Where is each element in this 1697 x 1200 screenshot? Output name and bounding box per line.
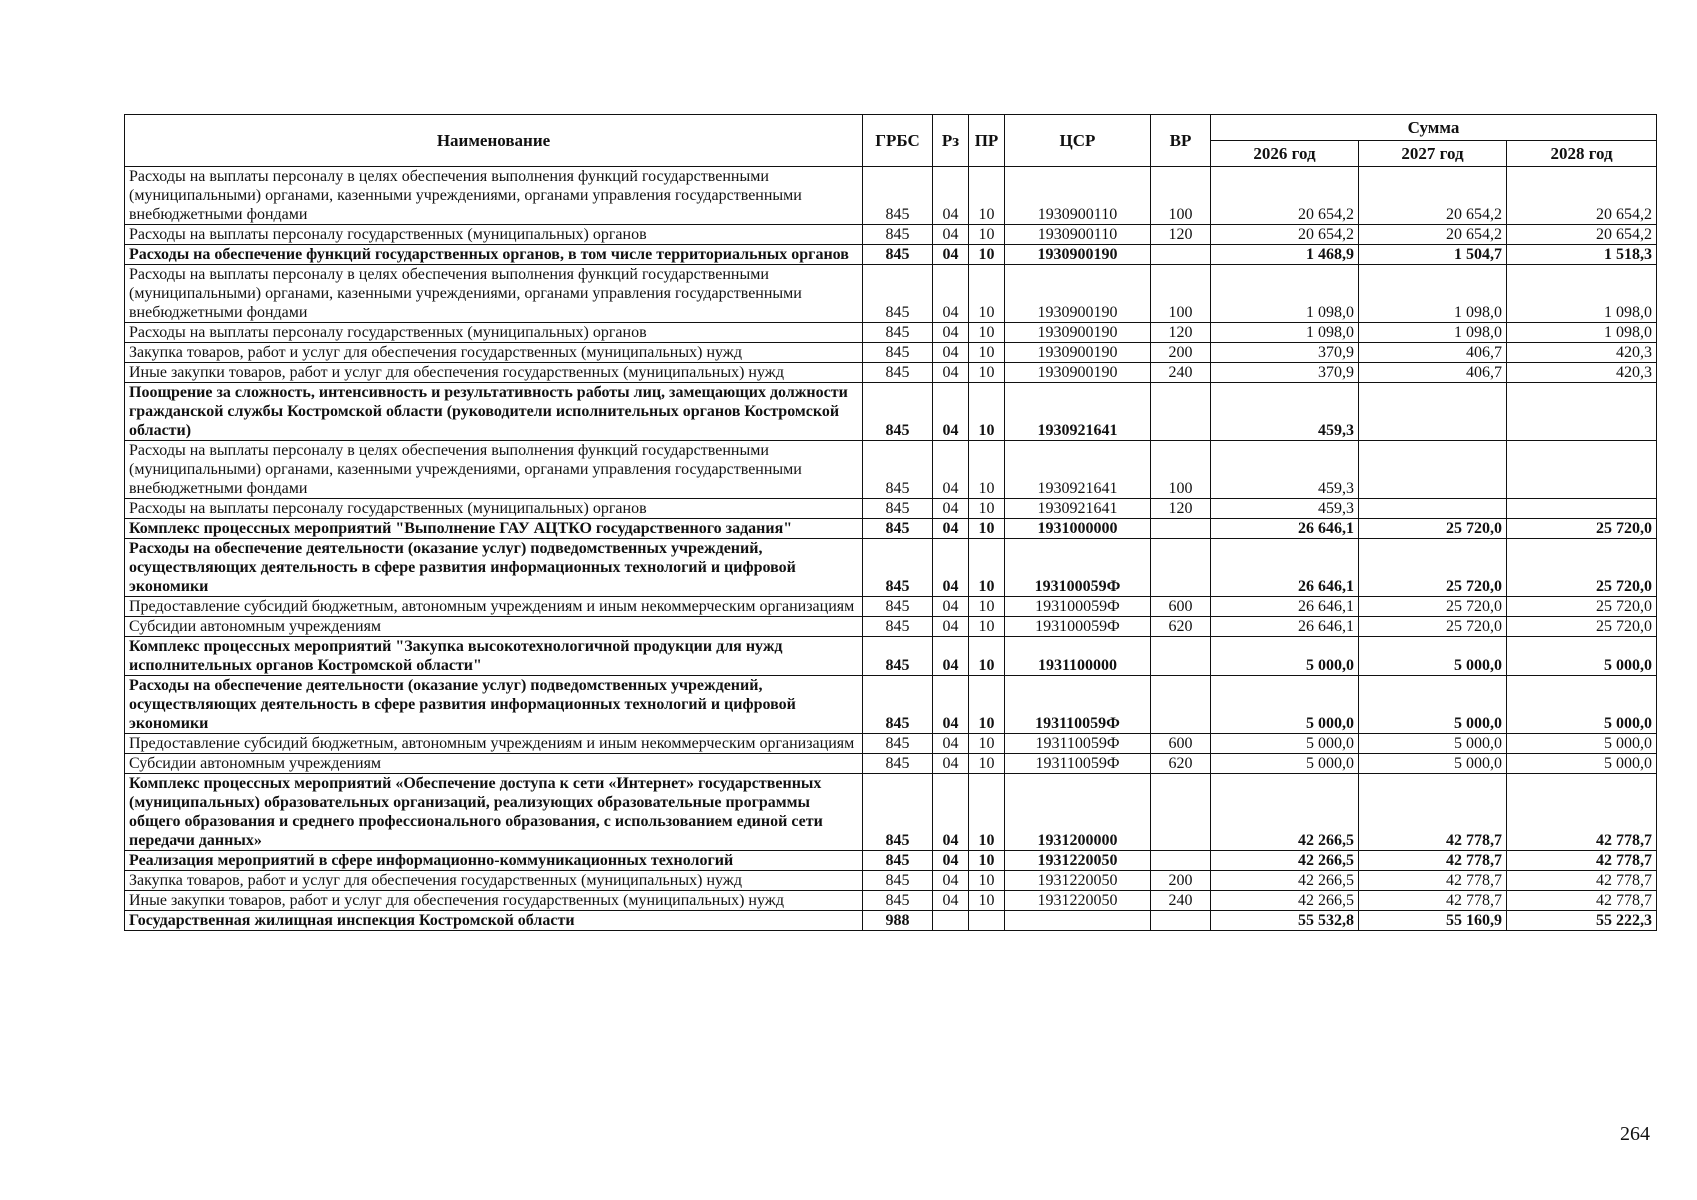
cell-vr: 200 [1151, 871, 1211, 891]
cell-sum-2027: 25 720,0 [1359, 617, 1507, 637]
cell-vr [1151, 851, 1211, 871]
header-pr: ПР [969, 115, 1005, 167]
cell-sum-2028: 420,3 [1507, 363, 1657, 383]
cell-pr: 10 [969, 499, 1005, 519]
table-row [125, 676, 1657, 734]
table-row [125, 774, 1657, 851]
cell-sum-2028: 1 098,0 [1507, 265, 1657, 323]
cell-sum-2027: 42 778,7 [1359, 871, 1507, 891]
cell-vr: 620 [1151, 754, 1211, 774]
cell-sum-2027: 42 778,7 [1359, 774, 1507, 851]
cell-rz: 04 [933, 774, 969, 851]
cell-vr [1151, 519, 1211, 539]
cell-csr: 1930921641 [1005, 383, 1151, 441]
cell-sum-2028: 25 720,0 [1507, 597, 1657, 617]
cell-rz: 04 [933, 891, 969, 911]
table-row [125, 637, 1657, 676]
cell-rz: 04 [933, 871, 969, 891]
cell-grbs: 845 [863, 539, 933, 597]
table-row [125, 441, 1657, 499]
cell-vr [1151, 676, 1211, 734]
cell-sum-2027: 42 778,7 [1359, 891, 1507, 911]
cell-sum-2027: 5 000,0 [1359, 734, 1507, 754]
cell-rz: 04 [933, 519, 969, 539]
cell-grbs: 845 [863, 499, 933, 519]
cell-grbs: 845 [863, 519, 933, 539]
cell-sum-2027: 406,7 [1359, 343, 1507, 363]
cell-name: Субсидии автономным учреждениям [125, 754, 863, 774]
cell-vr [1151, 245, 1211, 265]
table-row [125, 851, 1657, 871]
header-vr: ВР [1151, 115, 1211, 167]
cell-sum-2028 [1507, 383, 1657, 441]
cell-rz: 04 [933, 617, 969, 637]
cell-sum-2026: 26 646,1 [1211, 539, 1359, 597]
cell-sum-2028: 20 654,2 [1507, 167, 1657, 225]
cell-vr: 620 [1151, 617, 1211, 637]
cell-sum-2027 [1359, 441, 1507, 499]
cell-pr: 10 [969, 734, 1005, 754]
cell-vr: 200 [1151, 343, 1211, 363]
cell-pr: 10 [969, 891, 1005, 911]
cell-name: Закупка товаров, работ и услуг для обеспечения государственных (муниципальных) нужд [125, 343, 863, 363]
cell-sum-2027: 20 654,2 [1359, 167, 1507, 225]
table-row [125, 754, 1657, 774]
cell-grbs: 845 [863, 774, 933, 851]
cell-csr: 1931000000 [1005, 519, 1151, 539]
cell-sum-2027: 25 720,0 [1359, 539, 1507, 597]
cell-name: Комплекс процессных мероприятий «Обеспечение доступа к сети «Интернет» государственных (муниципальных) образовательных организаций, реализующих образовательные программы общего образования и среднего профессионального образования, с использованием единой сети передачи данных» [125, 774, 863, 851]
cell-sum-2028: 420,3 [1507, 343, 1657, 363]
cell-sum-2026: 20 654,2 [1211, 225, 1359, 245]
cell-name: Расходы на обеспечение деятельности (оказание услуг) подведомственных учреждений, осуществляющих деятельность в сфере развития информационных технологий и цифровой экономики [125, 539, 863, 597]
cell-vr [1151, 383, 1211, 441]
cell-vr: 120 [1151, 499, 1211, 519]
cell-pr: 10 [969, 774, 1005, 851]
page-number: 264 [1620, 1123, 1650, 1145]
cell-pr: 10 [969, 754, 1005, 774]
cell-grbs: 845 [863, 441, 933, 499]
cell-name: Иные закупки товаров, работ и услуг для обеспечения государственных (муниципальных) нужд [125, 363, 863, 383]
cell-sum-2028: 42 778,7 [1507, 774, 1657, 851]
cell-csr: 193100059Ф [1005, 597, 1151, 617]
table-row [125, 911, 1657, 931]
cell-grbs: 845 [863, 891, 933, 911]
cell-sum-2027: 5 000,0 [1359, 637, 1507, 676]
header-csr: ЦСР [1005, 115, 1151, 167]
cell-name: Расходы на обеспечение функций государственных органов, в том числе территориальных органов [125, 245, 863, 265]
header-sum: Сумма [1211, 115, 1657, 141]
cell-pr: 10 [969, 265, 1005, 323]
cell-sum-2027: 1 098,0 [1359, 265, 1507, 323]
cell-pr: 10 [969, 245, 1005, 265]
cell-grbs: 845 [863, 637, 933, 676]
table-row [125, 225, 1657, 245]
cell-sum-2026: 5 000,0 [1211, 676, 1359, 734]
cell-grbs: 845 [863, 754, 933, 774]
cell-sum-2026: 1 098,0 [1211, 265, 1359, 323]
cell-rz: 04 [933, 167, 969, 225]
cell-vr: 120 [1151, 323, 1211, 343]
cell-name: Иные закупки товаров, работ и услуг для обеспечения государственных (муниципальных) нужд [125, 891, 863, 911]
cell-rz: 04 [933, 539, 969, 597]
table-row [125, 323, 1657, 343]
cell-pr: 10 [969, 323, 1005, 343]
cell-sum-2027: 5 000,0 [1359, 754, 1507, 774]
cell-sum-2027: 406,7 [1359, 363, 1507, 383]
cell-name: Расходы на выплаты персоналу в целях обеспечения выполнения функций государственными (муниципальными) органами, казенными учреждениями, органами управления государственными внебюджетными фондами [125, 265, 863, 323]
table-row [125, 265, 1657, 323]
table-row [125, 734, 1657, 754]
cell-pr: 10 [969, 539, 1005, 597]
cell-grbs: 845 [863, 383, 933, 441]
cell-name: Реализация мероприятий в сфере информационно-коммуникационных технологий [125, 851, 863, 871]
cell-sum-2026: 5 000,0 [1211, 754, 1359, 774]
cell-rz: 04 [933, 363, 969, 383]
header-rz: Рз [933, 115, 969, 167]
cell-sum-2028: 1 098,0 [1507, 323, 1657, 343]
table-row [125, 539, 1657, 597]
cell-sum-2027: 25 720,0 [1359, 519, 1507, 539]
cell-grbs: 845 [863, 851, 933, 871]
cell-pr: 10 [969, 851, 1005, 871]
cell-csr: 1930900110 [1005, 167, 1151, 225]
cell-sum-2028: 25 720,0 [1507, 617, 1657, 637]
cell-csr: 1930900190 [1005, 265, 1151, 323]
cell-grbs: 845 [863, 225, 933, 245]
cell-grbs: 845 [863, 323, 933, 343]
cell-csr: 1930921641 [1005, 441, 1151, 499]
cell-rz: 04 [933, 499, 969, 519]
cell-rz: 04 [933, 323, 969, 343]
cell-sum-2027 [1359, 499, 1507, 519]
cell-grbs: 845 [863, 245, 933, 265]
table-row [125, 617, 1657, 637]
header-name: Наименование [125, 115, 863, 167]
cell-rz: 04 [933, 245, 969, 265]
cell-grbs: 845 [863, 871, 933, 891]
cell-sum-2026: 459,3 [1211, 383, 1359, 441]
cell-csr: 1931220050 [1005, 871, 1151, 891]
cell-name: Комплекс процессных мероприятий "Выполнение ГАУ АЦТКО государственного задания" [125, 519, 863, 539]
cell-sum-2026: 370,9 [1211, 343, 1359, 363]
cell-sum-2026: 1 098,0 [1211, 323, 1359, 343]
cell-name: Государственная жилищная инспекция Костромской области [125, 911, 863, 931]
cell-pr: 10 [969, 597, 1005, 617]
cell-sum-2027 [1359, 383, 1507, 441]
cell-csr: 1930921641 [1005, 499, 1151, 519]
cell-sum-2026: 26 646,1 [1211, 597, 1359, 617]
cell-sum-2028: 42 778,7 [1507, 871, 1657, 891]
cell-rz: 04 [933, 637, 969, 676]
cell-csr: 193110059Ф [1005, 676, 1151, 734]
table-body [125, 167, 1657, 931]
cell-grbs: 845 [863, 676, 933, 734]
cell-sum-2026: 459,3 [1211, 441, 1359, 499]
cell-csr: 193100059Ф [1005, 617, 1151, 637]
table-row [125, 871, 1657, 891]
cell-sum-2028: 5 000,0 [1507, 754, 1657, 774]
cell-sum-2027: 1 098,0 [1359, 323, 1507, 343]
cell-rz: 04 [933, 225, 969, 245]
cell-name: Предоставление субсидий бюджетным, автономным учреждениям и иным некоммерческим организациям [125, 734, 863, 754]
cell-csr: 1931200000 [1005, 774, 1151, 851]
cell-sum-2026: 42 266,5 [1211, 851, 1359, 871]
cell-grbs: 845 [863, 617, 933, 637]
cell-csr [1005, 911, 1151, 931]
cell-vr [1151, 911, 1211, 931]
cell-sum-2028: 1 518,3 [1507, 245, 1657, 265]
cell-pr [969, 911, 1005, 931]
cell-grbs: 845 [863, 597, 933, 617]
cell-sum-2028: 42 778,7 [1507, 851, 1657, 871]
cell-grbs: 845 [863, 734, 933, 754]
table-row [125, 597, 1657, 617]
cell-rz: 04 [933, 597, 969, 617]
cell-rz: 04 [933, 383, 969, 441]
cell-sum-2028: 55 222,3 [1507, 911, 1657, 931]
cell-grbs: 845 [863, 167, 933, 225]
cell-csr: 1931220050 [1005, 851, 1151, 871]
cell-sum-2028 [1507, 441, 1657, 499]
cell-vr: 240 [1151, 891, 1211, 911]
cell-vr: 100 [1151, 441, 1211, 499]
cell-vr: 600 [1151, 734, 1211, 754]
cell-rz: 04 [933, 754, 969, 774]
cell-sum-2026: 42 266,5 [1211, 891, 1359, 911]
cell-name: Закупка товаров, работ и услуг для обеспечения государственных (муниципальных) нужд [125, 871, 863, 891]
cell-rz [933, 911, 969, 931]
cell-sum-2028: 20 654,2 [1507, 225, 1657, 245]
cell-csr: 193110059Ф [1005, 734, 1151, 754]
cell-sum-2026: 5 000,0 [1211, 734, 1359, 754]
table-row [125, 519, 1657, 539]
cell-pr: 10 [969, 871, 1005, 891]
table-row [125, 343, 1657, 363]
cell-vr [1151, 539, 1211, 597]
cell-sum-2026: 26 646,1 [1211, 519, 1359, 539]
header-year-2026: 2026 год [1211, 141, 1359, 167]
cell-name: Расходы на обеспечение деятельности (оказание услуг) подведомственных учреждений, осуществляющих деятельность в сфере развития информационных технологий и цифровой экономики [125, 676, 863, 734]
cell-csr: 1930900190 [1005, 363, 1151, 383]
table-row [125, 891, 1657, 911]
cell-name: Расходы на выплаты персоналу государственных (муниципальных) органов [125, 499, 863, 519]
cell-vr [1151, 637, 1211, 676]
table-header [125, 115, 1657, 167]
cell-pr: 10 [969, 383, 1005, 441]
header-year-2028: 2028 год [1507, 141, 1657, 167]
table-row [125, 499, 1657, 519]
cell-csr: 193100059Ф [1005, 539, 1151, 597]
cell-rz: 04 [933, 676, 969, 734]
table-row [125, 167, 1657, 225]
cell-sum-2028: 25 720,0 [1507, 519, 1657, 539]
cell-name: Поощрение за сложность, интенсивность и результативность работы лиц, замещающих должности гражданской службы Костромской области (руководители исполнительных органов Костромской области) [125, 383, 863, 441]
budget-table [124, 114, 1657, 931]
cell-name: Комплекс процессных мероприятий "Закупка высокотехнологичной продукции для нужд исполнительных органов Костромской области" [125, 637, 863, 676]
cell-csr: 1930900190 [1005, 343, 1151, 363]
cell-sum-2026: 20 654,2 [1211, 167, 1359, 225]
cell-sum-2027: 5 000,0 [1359, 676, 1507, 734]
cell-sum-2026: 55 532,8 [1211, 911, 1359, 931]
cell-pr: 10 [969, 363, 1005, 383]
cell-sum-2027: 42 778,7 [1359, 851, 1507, 871]
cell-sum-2028: 42 778,7 [1507, 891, 1657, 911]
cell-sum-2028: 25 720,0 [1507, 539, 1657, 597]
cell-name: Расходы на выплаты персоналу в целях обеспечения выполнения функций государственными (муниципальными) органами, казенными учреждениями, органами управления государственными внебюджетными фондами [125, 167, 863, 225]
cell-name: Субсидии автономным учреждениям [125, 617, 863, 637]
cell-sum-2026: 459,3 [1211, 499, 1359, 519]
cell-sum-2027: 1 504,7 [1359, 245, 1507, 265]
cell-sum-2027: 25 720,0 [1359, 597, 1507, 617]
cell-grbs: 845 [863, 363, 933, 383]
cell-rz: 04 [933, 441, 969, 499]
cell-vr: 100 [1151, 167, 1211, 225]
cell-pr: 10 [969, 617, 1005, 637]
cell-pr: 10 [969, 676, 1005, 734]
cell-sum-2026: 42 266,5 [1211, 774, 1359, 851]
cell-vr: 120 [1151, 225, 1211, 245]
cell-grbs: 845 [863, 343, 933, 363]
cell-csr: 1930900190 [1005, 245, 1151, 265]
cell-sum-2026: 370,9 [1211, 363, 1359, 383]
header-grbs: ГРБС [863, 115, 933, 167]
cell-grbs: 845 [863, 265, 933, 323]
table-row [125, 245, 1657, 265]
cell-grbs: 988 [863, 911, 933, 931]
cell-rz: 04 [933, 265, 969, 323]
cell-csr: 1931100000 [1005, 637, 1151, 676]
cell-pr: 10 [969, 225, 1005, 245]
cell-vr: 600 [1151, 597, 1211, 617]
cell-sum-2026: 1 468,9 [1211, 245, 1359, 265]
table-row [125, 363, 1657, 383]
cell-sum-2026: 26 646,1 [1211, 617, 1359, 637]
cell-vr: 100 [1151, 265, 1211, 323]
cell-sum-2027: 20 654,2 [1359, 225, 1507, 245]
cell-pr: 10 [969, 441, 1005, 499]
cell-rz: 04 [933, 343, 969, 363]
cell-name: Предоставление субсидий бюджетным, автономным учреждениям и иным некоммерческим организациям [125, 597, 863, 617]
cell-pr: 10 [969, 637, 1005, 676]
cell-csr: 1930900190 [1005, 323, 1151, 343]
cell-sum-2028 [1507, 499, 1657, 519]
cell-csr: 1930900110 [1005, 225, 1151, 245]
cell-vr [1151, 774, 1211, 851]
cell-vr: 240 [1151, 363, 1211, 383]
cell-pr: 10 [969, 343, 1005, 363]
cell-rz: 04 [933, 734, 969, 754]
cell-name: Расходы на выплаты персоналу государственных (муниципальных) органов [125, 323, 863, 343]
cell-pr: 10 [969, 167, 1005, 225]
cell-csr: 1931220050 [1005, 891, 1151, 911]
header-year-2027: 2027 год [1359, 141, 1507, 167]
cell-sum-2028: 5 000,0 [1507, 637, 1657, 676]
table-row [125, 383, 1657, 441]
cell-sum-2027: 55 160,9 [1359, 911, 1507, 931]
cell-sum-2028: 5 000,0 [1507, 734, 1657, 754]
cell-sum-2026: 5 000,0 [1211, 637, 1359, 676]
cell-name: Расходы на выплаты персоналу государственных (муниципальных) органов [125, 225, 863, 245]
cell-name: Расходы на выплаты персоналу в целях обеспечения выполнения функций государственными (муниципальными) органами, казенными учреждениями, органами управления государственными внебюджетными фондами [125, 441, 863, 499]
cell-pr: 10 [969, 519, 1005, 539]
cell-sum-2028: 5 000,0 [1507, 676, 1657, 734]
cell-rz: 04 [933, 851, 969, 871]
cell-csr: 193110059Ф [1005, 754, 1151, 774]
cell-sum-2026: 42 266,5 [1211, 871, 1359, 891]
